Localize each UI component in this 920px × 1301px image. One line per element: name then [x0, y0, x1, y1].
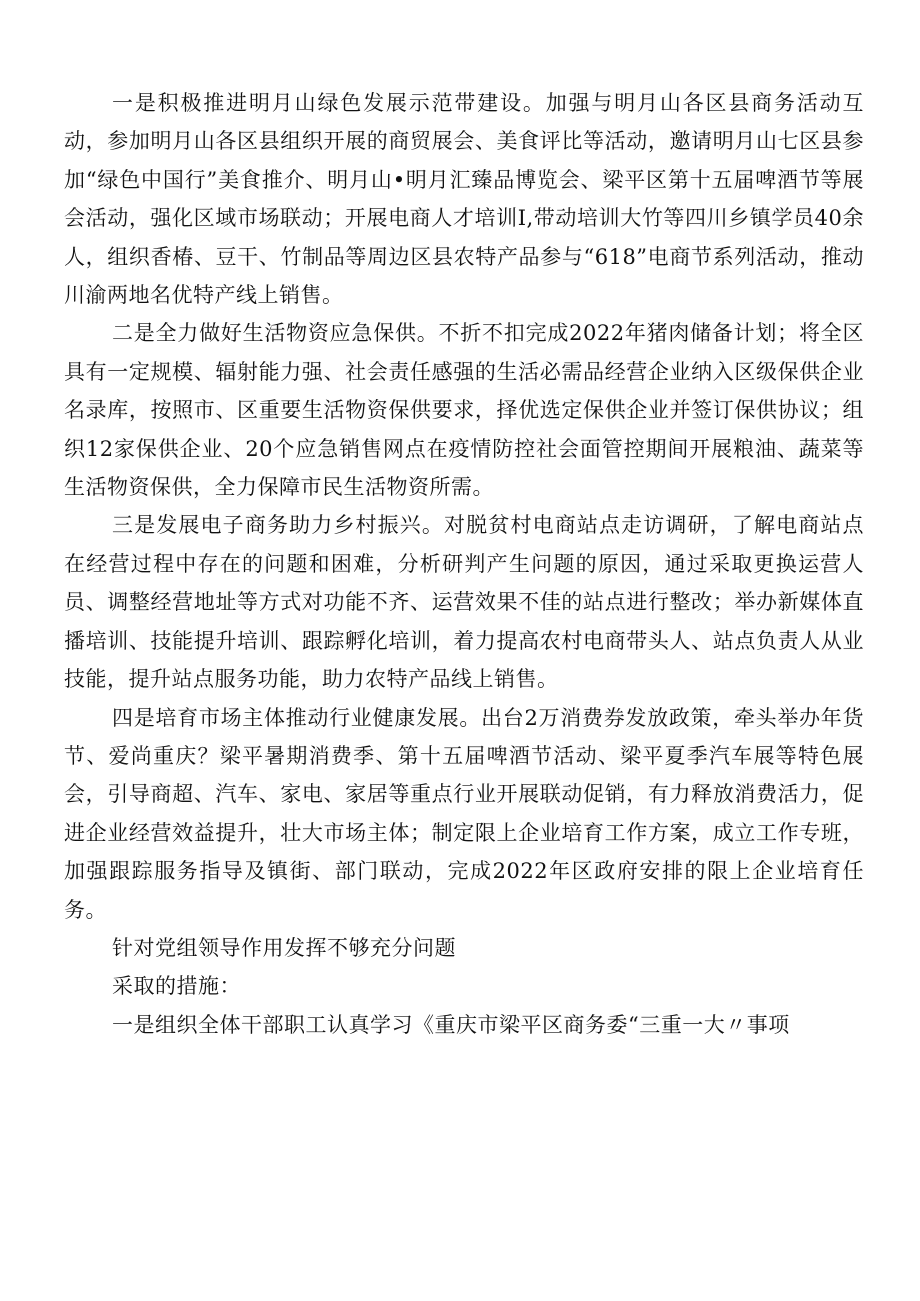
paragraph-study-organization: 一是组织全体干部职工认真学习《重庆市梁平区商务委“三重一大〃事项 [112, 1012, 790, 1037]
paragraph-green-development: 一是积极推进明月山绿色发展示范带建设。加强与明月山各区县商务活动互动，参加明月山各区县组织开展的商贸展会、美食评比等活动，邀请明月山七区县参加“绿色中国行”美食推介、明月山•明月汇臻品博览会、梁平区第十五届啤酒节等展会活动，强化区域市场联动；开展电商人才培训I,带动培训大竹等四川乡镇学员40余人，组织香椿、豆干、竹制品等周边区县农特产品参与“618”电商节系列活动，推动川渝两地名优特产线上销售。 [64, 91, 864, 308]
document-body [64, 84, 864, 1044]
paragraph-market-entities: 四是培育市场主体推动行业健康发展。出台2万消费券发放政策，牵头举办年货节、爱尚重庆？梁平暑期消费季、第十五届啤酒节活动、梁平夏季汽车展等特色展会，引导商超、汽车、家电、家居等重点行业开展联动促销，有力释放消费活力，促进企业经营效益提升，壮大市场主体；制定限上企业培育工作方案，成立工作专班，加强跟踪服务指导及镇街、部门联动，完成2022年区政府安排的限上企业培育任务。 [64, 705, 864, 922]
paragraph-ecommerce-rural: 三是发展电子商务助力乡村振兴。对脱贫村电商站点走访调研，了解电商站点在经营过程中存在的问题和困难，分析研判产生问题的原因，通过采取更换运营人员、调整经营地址等方式对功能不齐、运营效果不佳的站点进行整改；举办新媒体直播培训、技能提升培训、跟踪孵化培训，着力提高农村电商带头人、站点负责人从业技能，提升站点服务功能，助力农特产品线上销售。 [64, 513, 864, 692]
paragraph-supply-guarantee: 二是全力做好生活物资应急保供。不折不扣完成2022年猪肉储备计划；将全区具有一定规模、辐射能力强、社会责任感强的生活必需品经营企业纳入区级保供企业名录库，按照市、区重要生活物资保供要求，择优选定保供企业并签订保供协议；组织12家保供企业、20个应急销售网点在疫情防控社会面管控期间开展粮油、蔬菜等生活物资保供，全力保障市民生活物资所需。 [64, 321, 864, 500]
paragraph-measures-heading: 采取的措施： [112, 974, 241, 999]
paragraph-party-leadership-issue: 针对党组领导作用发挥不够充分问题 [112, 935, 456, 960]
